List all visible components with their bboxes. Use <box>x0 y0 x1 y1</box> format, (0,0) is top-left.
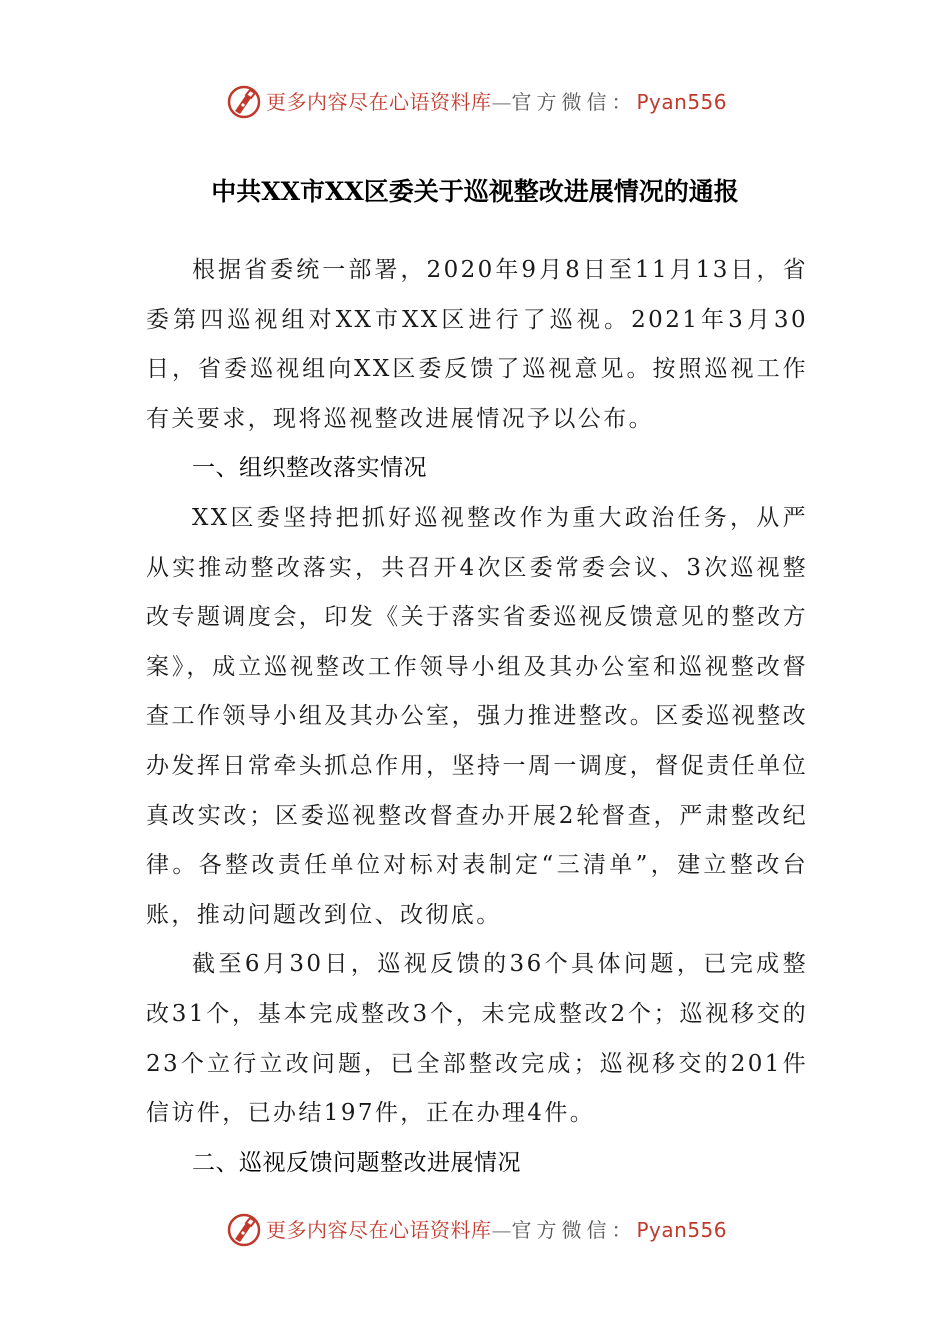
watermark-wechat-id: Pyan556 <box>636 90 728 114</box>
watermark-wechat-id: Pyan556 <box>636 1218 728 1242</box>
watermark-banner-bottom <box>0 1210 950 1250</box>
watermark-text <box>266 88 727 116</box>
document-body <box>146 246 808 1188</box>
section-heading-1: 一、组织整改落实情况 <box>192 455 427 482</box>
paragraph-progress-stats: 截至6月30日，巡视反馈的36个具体问题，已完成整改31个，基本完成整改3个，未完成整改2个；巡视移交的23个立行立改问题，已全部整改完成；巡视移交的201件信访件，已办结197件，正在办理4件。 <box>146 951 808 1127</box>
paragraph-organization: XX区委坚持把抓好巡视整改作为重大政治任务，从严从实推动整改落实，共召开4次区委常委会议、3次巡视整改专题调度会，印发《关于落实省委巡视反馈意见的整改方案》，成立巡视整改工作领导小组及其办公室和巡视整改督查工作领导小组及其办公室，强力推进整改。区委巡视整改办发挥日常牵头抓总作用，坚持一周一调度，督促责任单位真改实改；区委巡视整改督查办开展2轮督查，严肃整改纪律。各整改责任单位对标对表制定“三清单”，建立整改台账，推动问题改到位、改彻底。 <box>146 504 808 928</box>
paragraph-intro: 根据省委统一部署，2020年9月8日至11月13日，省委第四巡视组对XX市XX区进行了巡视。2021年3月30日，省委巡视组向XX区委反馈了巡视意见。按照巡视工作有关要求，现将巡视整改进展情况予以公布。 <box>146 257 808 432</box>
section-heading-2: 二、巡视反馈问题整改进展情况 <box>192 1149 521 1176</box>
watermark-dash: — <box>491 90 512 114</box>
watermark-text <box>266 1216 727 1244</box>
watermark-banner-top <box>0 82 950 122</box>
document-title: 中共XX市XX区委关于巡视整改进展情况的通报 <box>211 177 739 206</box>
watermark-main-text: 更多内容尽在心语资料库 <box>266 90 492 114</box>
watermark-main-text: 更多内容尽在心语资料库 <box>266 1218 492 1242</box>
watermark-wechat-label: 官方微信： <box>511 1218 637 1242</box>
pen-nib-logo-icon <box>226 84 262 120</box>
watermark-wechat-label: 官方微信： <box>511 90 637 114</box>
watermark-dash: — <box>491 1218 512 1242</box>
pen-nib-logo-icon <box>226 1212 262 1248</box>
